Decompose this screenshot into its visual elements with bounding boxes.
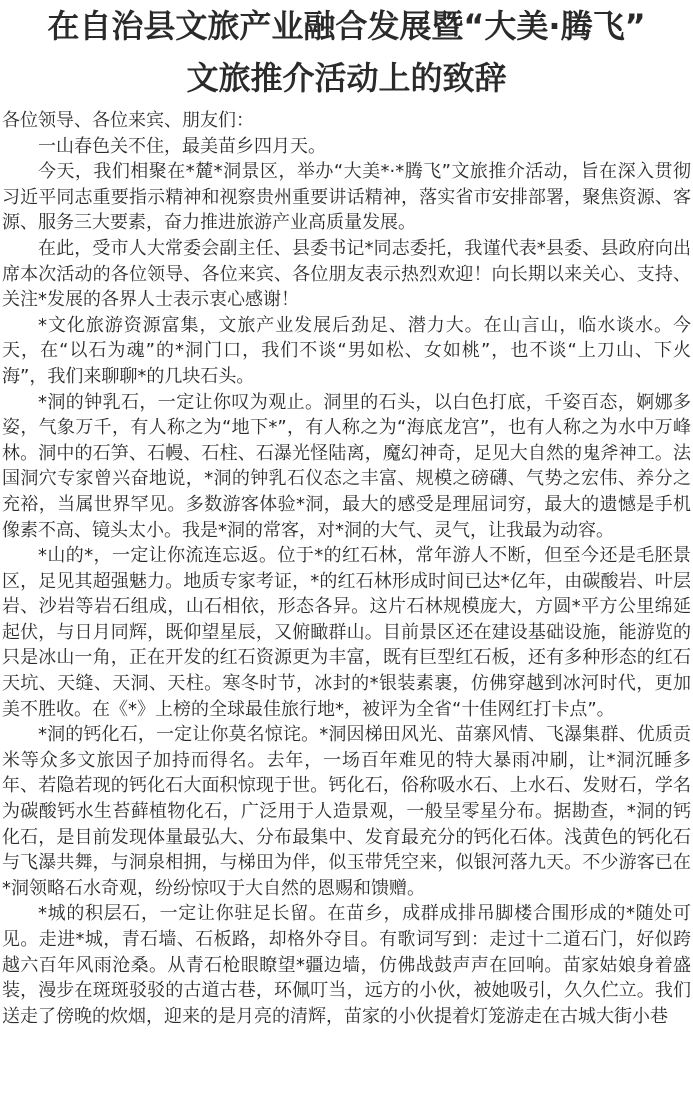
paragraph-resources-intro: *文化旅游资源富集，文旅产业发展后劲足、潜力大。在山言山，临水谈水。今天，在“以石为魂”的*洞门口，我们不谈“男如松、女如桃”，也不谈“上刀山、下火海”，我们来聊聊*的几块石头。	[2, 314, 691, 387]
paragraph-calcified-stone: *洞的钙化石，一定让你莫名惊诧。*洞因梯田风光、苗寨风情、飞瀑集群、优质贡米等众多文旅因子加持而得名。去年，一场百年难见的特大暴雨冲刷，让*洞沉睡多年、若隐若现的钙化石大面积惊现于世。钙化石，俗称吸水石、上水石、发财石，学名为碳酸钙水生苔藓植物化石，广泛用于人造景观，一般呈零星分布。据勘查，*洞的钙化石，是目前发现体量最弘大、分布最集中、发育最充分的钙化石体。浅黄色的钙化石与飞瀑共舞，与洞泉相拥，与梯田为伴，似玉带凭空来，似银河落九天。不少游客已在*洞领略石水奇观，纷纷惊叹于大自然的恩赐和馈赠。	[2, 724, 691, 899]
paragraph-layered-stone: *城的积层石，一定让你驻足长留。在苗乡，成群成排吊脚楼合围形成的*随处可见。走进*城，青石墙、石板路，却格外夺目。有歌词写到：走过十二道石门，好似跨越六百年风雨沧桑。从青石枪眼瞭望*疆边墙，仿佛战鼓声声在回响。苗家姑娘身着盛装，漫步在斑斑驳驳的古道古巷，环佩叮当，远方的小伙，被她吸引，久久伫立。我们送走了傍晚的炊烟，迎来的是月亮的清辉，苗家的小伙提着灯笼游走在古城大街小巷	[2, 903, 691, 1027]
paragraph-welcome: 在此，受市人大常委会副主任、县委书记*同志委托，我谨代表*县委、县政府向出席本次活动的各位领导、各位来宾、各位朋友表示热烈欢迎！向长期以来关心、支持、关注*发展的各界人士表示衷心感谢！	[2, 237, 691, 311]
paragraph-stalactites: *洞的钟乳石，一定让你叹为观止。洞里的石头，以白色打底，千姿百态，婀娜多姿，气象万千，有人称之为“地下*”，有人称之为“海底龙宫”，也有人称之为水中万峰林。洞中的石笋、石幔、石柱、石瀑光怪陆离，魔幻神奇，足见大自然的鬼斧神工。法国洞穴专家曾兴奋地说，*洞的钟乳石仪态之丰富、规模之磅礴、气势之宏伟、养分之充裕，当属世界罕见。多数游客体验*洞，最大的感受是理屈词穷，最大的遗憾是手机像素不高、镜头太小。我是*洞的常客，对*洞的大气、灵气，让我最为动容。	[2, 391, 691, 541]
paragraph-opening-line: 一山春色关不住，最美苗乡四月天。	[38, 135, 326, 157]
paragraph-red-stone-forest: *山的*，一定让你流连忘返。位于*的红石林，常年游人不断，但至今还是毛胚景区，足见其超强魅力。地质专家考证，*的红石林形成时间已达*亿年，由碳酸岩、叶层岩、沙岩等岩石组成，山石相依，形态各异。这片石林规模庞大，方圆*平方公里绵延起伏，与日月同辉，既仰望星辰，又俯瞰群山。目前景区还在建设基础设施，能游览的只是冰山一角，正在开发的红石资源更为丰富，既有巨型红石板，还有多种形态的红石天坑、天缝、天洞、天柱。寒冬时节，冰封的*银装素裹，仿佛穿越到冰河时代，更加美不胜收。在《*》上榜的全球最佳旅行地*，被评为全省“十佳网红打卡点”。	[2, 545, 691, 720]
paragraph-event-purpose: 今天，我们相聚在*麓*洞景区，举办“大美*·*腾飞”文旅推介活动，旨在深入贯彻习近平同志重要指示精神和视察贵州重要讲话精神，落实省市安排部署，聚焦资源、客源、服务三大要素，奋力推进旅游产业高质量发展。	[2, 161, 691, 234]
title-line-1: 在自治县文旅产业融合发展暨“大美·腾飞”	[47, 7, 646, 45]
salutation: 各位领导、各位来宾、朋友们：	[2, 110, 254, 131]
speech-body	[0, 108, 693, 1029]
document-title	[0, 0, 693, 104]
title-line-2: 文旅推介活动上的致辞	[186, 59, 507, 97]
